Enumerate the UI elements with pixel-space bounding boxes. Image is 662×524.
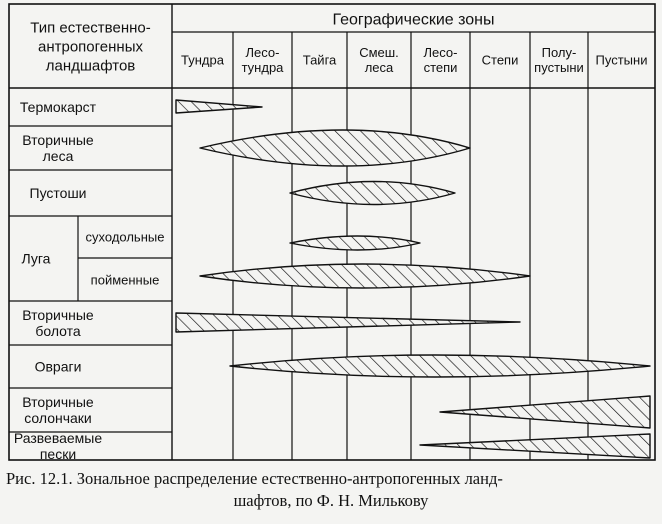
row-label-ravines: Овраги <box>34 358 82 375</box>
shape-ravines <box>230 355 650 377</box>
shape-wastelands <box>290 182 455 205</box>
zone-header: Полу-пустыни <box>534 45 584 76</box>
shape-upland-meadows <box>290 236 420 250</box>
group-header: Географические зоны <box>332 11 495 29</box>
zone-header: Тундра <box>181 52 224 68</box>
row-label-meadows: Луга <box>21 250 51 267</box>
zone-header: Смеш. леса <box>359 45 399 76</box>
zone-header: Пустыни <box>595 52 648 68</box>
caption-line-2: шафтов, по Ф. Н. Милькову <box>233 491 429 510</box>
row-label-secondary-swamps: Вторичные болота <box>22 306 94 339</box>
zone-header: Лесо-тундра <box>241 45 284 76</box>
caption-line-1: Рис. 12.1. Зональное распределение естественно-антропогенных ланд- <box>6 469 503 488</box>
row-label-secondary-forests: Вторичные леса <box>22 131 94 164</box>
shape-secondary-swamps <box>176 313 520 332</box>
figure-caption <box>6 468 656 512</box>
corner-header: Тип естественно-антропогенных ландшафтов <box>30 19 151 75</box>
shape-secondary-forests <box>200 130 470 166</box>
row-label-thermokarst: Термокарст <box>19 98 97 115</box>
distribution-shapes <box>176 100 650 458</box>
shape-floodplain-meadows <box>200 264 530 288</box>
row-sublabel-upland: суходольные <box>85 229 165 245</box>
row-label-secondary-solonchaks: Вторичные солончаки <box>22 393 94 426</box>
row-sublabel-floodplain: пойменные <box>90 272 160 288</box>
zone-header: Степи <box>481 52 519 68</box>
shape-thermokarst <box>176 100 262 113</box>
row-label-wastelands: Пустоши <box>29 184 87 201</box>
zone-header: Лесо-степи <box>423 45 458 76</box>
zone-header: Тайга <box>302 52 337 68</box>
row-label-blowing-sands: Развеваемые пески <box>13 429 103 462</box>
shape-secondary-solonchaks <box>440 396 650 428</box>
shape-blowing-sands <box>420 434 650 458</box>
